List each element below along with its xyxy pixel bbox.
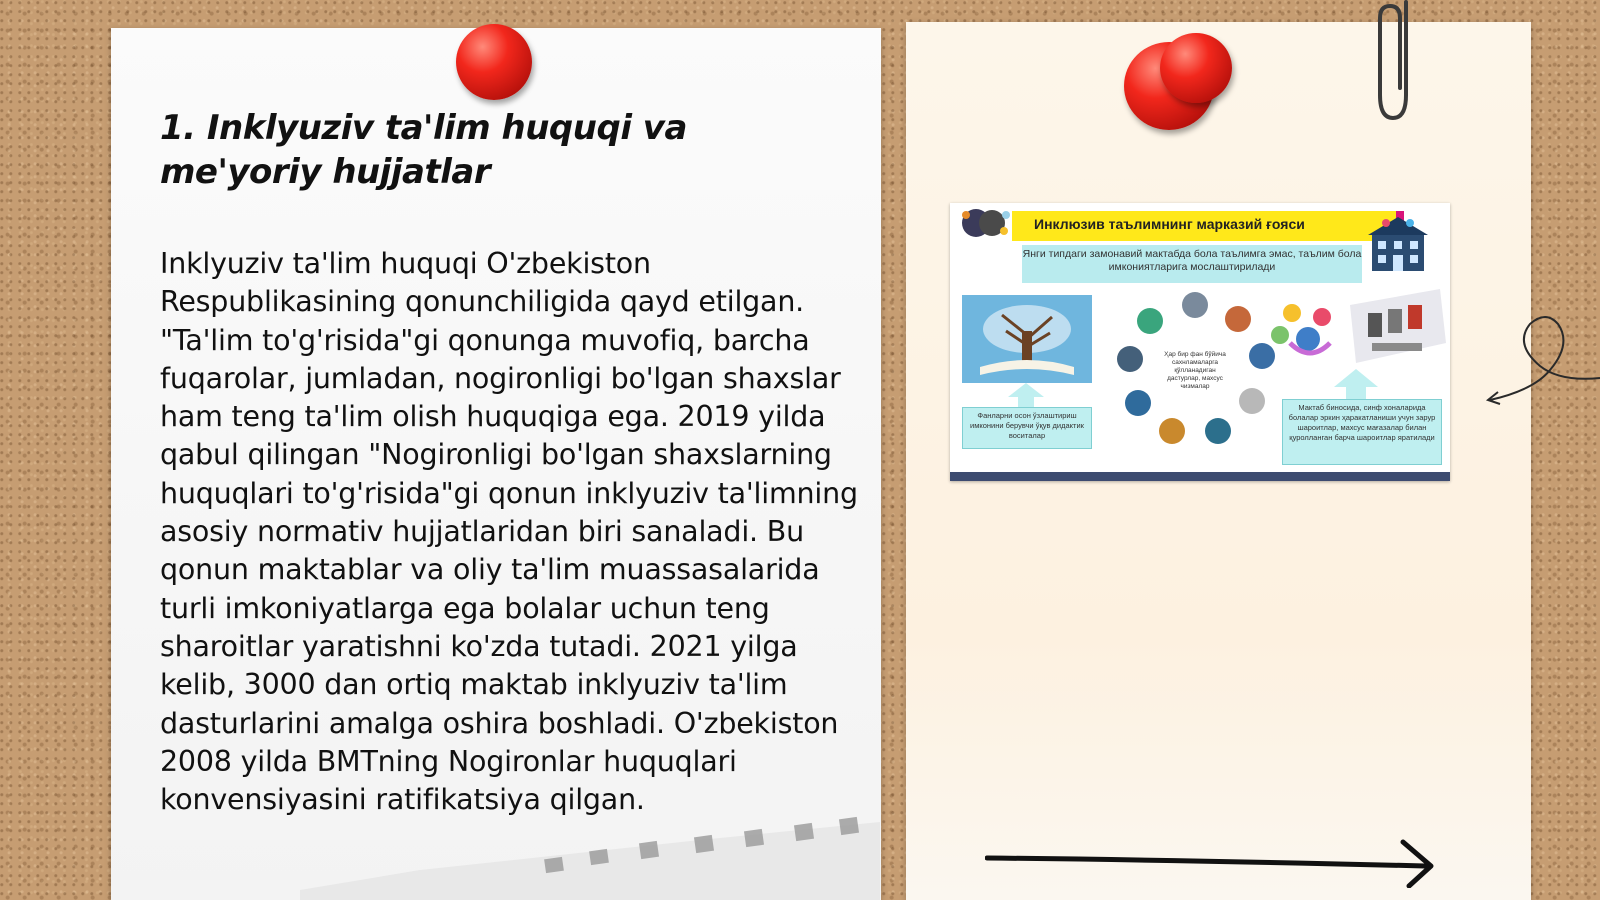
section-body-text: Inklyuziv ta'lim huquqi O'zbekiston Respublikasining qonunchiligida qayd etilgan. "Ta'lim to'g'risida"gi qonunga muvofiq, barcha fuqarolar, jumladan, nogironligi bo'lgan shaxslar ham teng ta'lim olish huquqiga ega. 2019 yilda qabul qilingan "Nogironligi bo'lgan shaxslarning huquqlari to'g'risida"gi qonun inklyuziv ta'limning asosiy normativ hujjatlaridan biri sanaladi. Bu qonun maktablar va oliy ta'lim muassasalarida turli imkoniyatlarga ega bolalar uchun teng sharoitlar yaratishni ko'zda tutadi. 2021 yilga kelib, 3000 dan ortiq maktab inklyuziv ta'lim dasturlarini amalga oshira boshladi. O'zbekiston 2008 yilda BMTning Nogironlar huquqlari konvensiyasini ratifikatsiya qilgan.	[160, 247, 858, 817]
paperclip-icon	[1376, 0, 1420, 125]
arrow-up-left-icon	[1008, 383, 1044, 407]
infographic-bottom-bar	[950, 472, 1450, 481]
infographic-subtitle: Янги типдаги замонавий мактабда бола таълимга эмас, таълим бола имкониятларига мослаштирилади	[1022, 245, 1362, 283]
red-pushpin-right-front	[1160, 33, 1232, 103]
long-right-arrow	[985, 838, 1445, 888]
arrow-up-right-icon	[1334, 369, 1378, 399]
curl-arrow-doodle	[1480, 310, 1600, 410]
infographic-image	[950, 203, 1450, 481]
infographic-right-box: Мактаб биносида, синф хоналарида болалар эркин ҳаракатланиши учун зарур шароитлар, махсус мағазалар билан қуролланган барча шароитлар яратилади	[1282, 399, 1442, 465]
infographic-center-text: Ҳар бир фан бўйича сахнламаларга қўлланадиган дастурлар, махсус чизмалар	[1164, 351, 1226, 390]
section-heading: 1. Inklyuziv ta'lim huquqi va me'yoriy hujjatlar	[160, 108, 687, 192]
heads-logo-icon	[954, 205, 1018, 241]
infographic-left-box: Фанларни осон ўзлаштириш имконини берувчи ўқув дидактик воситалар	[962, 407, 1092, 449]
red-pushpin-left	[456, 24, 532, 100]
infographic-title: Инклюзив таълимнинг марказий ғояси	[1034, 216, 1305, 232]
school-building-icon	[1362, 213, 1434, 275]
tree-book-illustration	[962, 295, 1092, 383]
